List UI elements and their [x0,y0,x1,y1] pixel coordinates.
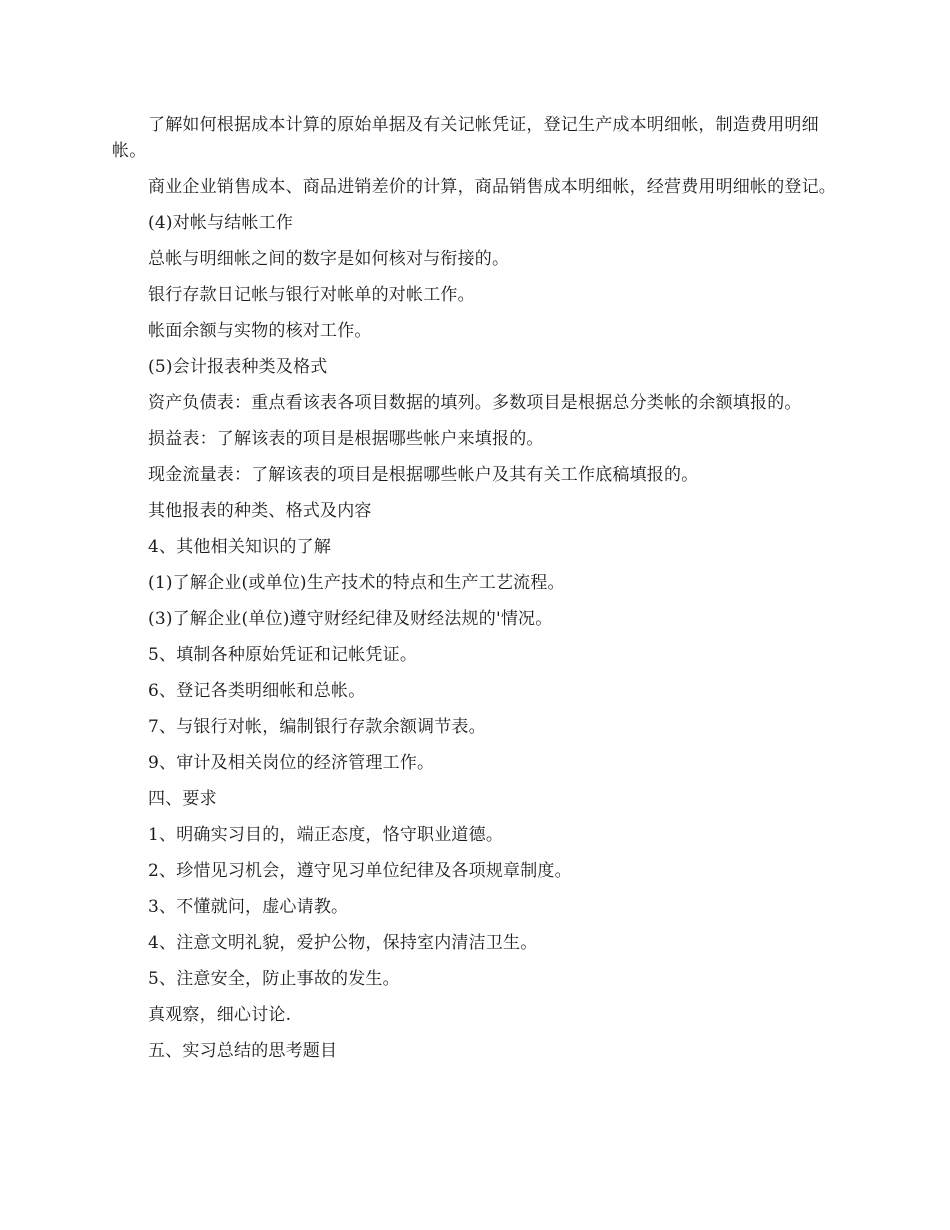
paragraph: 3、不懂就问，虚心请教。 [148,897,349,917]
paragraph: 资产负债表：重点看该表各项目数据的填列。多数项目是根据总分类帐的余额填报的。 [148,393,802,413]
paragraph: 1、明确实习目的，端正态度，恪守职业道德。 [148,825,504,845]
paragraph: 9、审计及相关岗位的经济管理工作。 [148,753,435,773]
paragraph: 4、其他相关知识的了解 [148,537,332,557]
paragraph: 7、与银行对帐，编制银行存款余额调节表。 [148,717,486,737]
paragraph: 其他报表的种类、格式及内容 [148,501,372,521]
paragraph: (1)了解企业(或单位)生产技术的特点和生产工艺流程。 [148,573,565,593]
paragraph: 4、注意文明礼貌，爱护公物，保持室内清洁卫生。 [148,933,538,953]
paragraph: 帐面余额与实物的核对工作。 [148,321,372,341]
paragraph: 现金流量表：了解该表的项目是根据哪些帐户及其有关工作底稿填报的。 [148,465,699,485]
paragraph: (4)对帐与结帐工作 [148,213,294,233]
paragraph: (3)了解企业(单位)遵守财经纪律及财经法规的'情况。 [148,609,553,629]
paragraph: 2、珍惜见习机会，遵守见习单位纪律及各项规章制度。 [148,861,572,881]
paragraph: 总帐与明细帐之间的数字是如何核对与衔接的。 [148,249,510,269]
paragraph: 5、填制各种原始凭证和记帐凭证。 [148,645,418,665]
paragraph: 银行存款日记帐与银行对帐单的对帐工作。 [148,285,475,305]
section-heading: 四、要求 [148,789,217,809]
paragraph: 商业企业销售成本、商品进销差价的计算，商品销售成本明细帐，经营费用明细帐的登记。 [148,177,836,197]
paragraph: 损益表：了解该表的项目是根据哪些帐户来填报的。 [148,429,544,449]
paragraph: 真观察，细心讨论. [148,1005,292,1025]
paragraph: 6、登记各类明细帐和总帐。 [148,681,366,701]
section-heading: 五、实习总结的思考题目 [148,1041,338,1061]
paragraph: (5)会计报表种类及格式 [148,357,328,377]
document-page [112,112,842,1074]
paragraph: 了解如何根据成本计算的原始单据及有关记帐凭证，登记生产成本明细帐，制造费用明细帐。 [112,115,819,161]
paragraph: 5、注意安全，防止事故的发生。 [148,969,400,989]
